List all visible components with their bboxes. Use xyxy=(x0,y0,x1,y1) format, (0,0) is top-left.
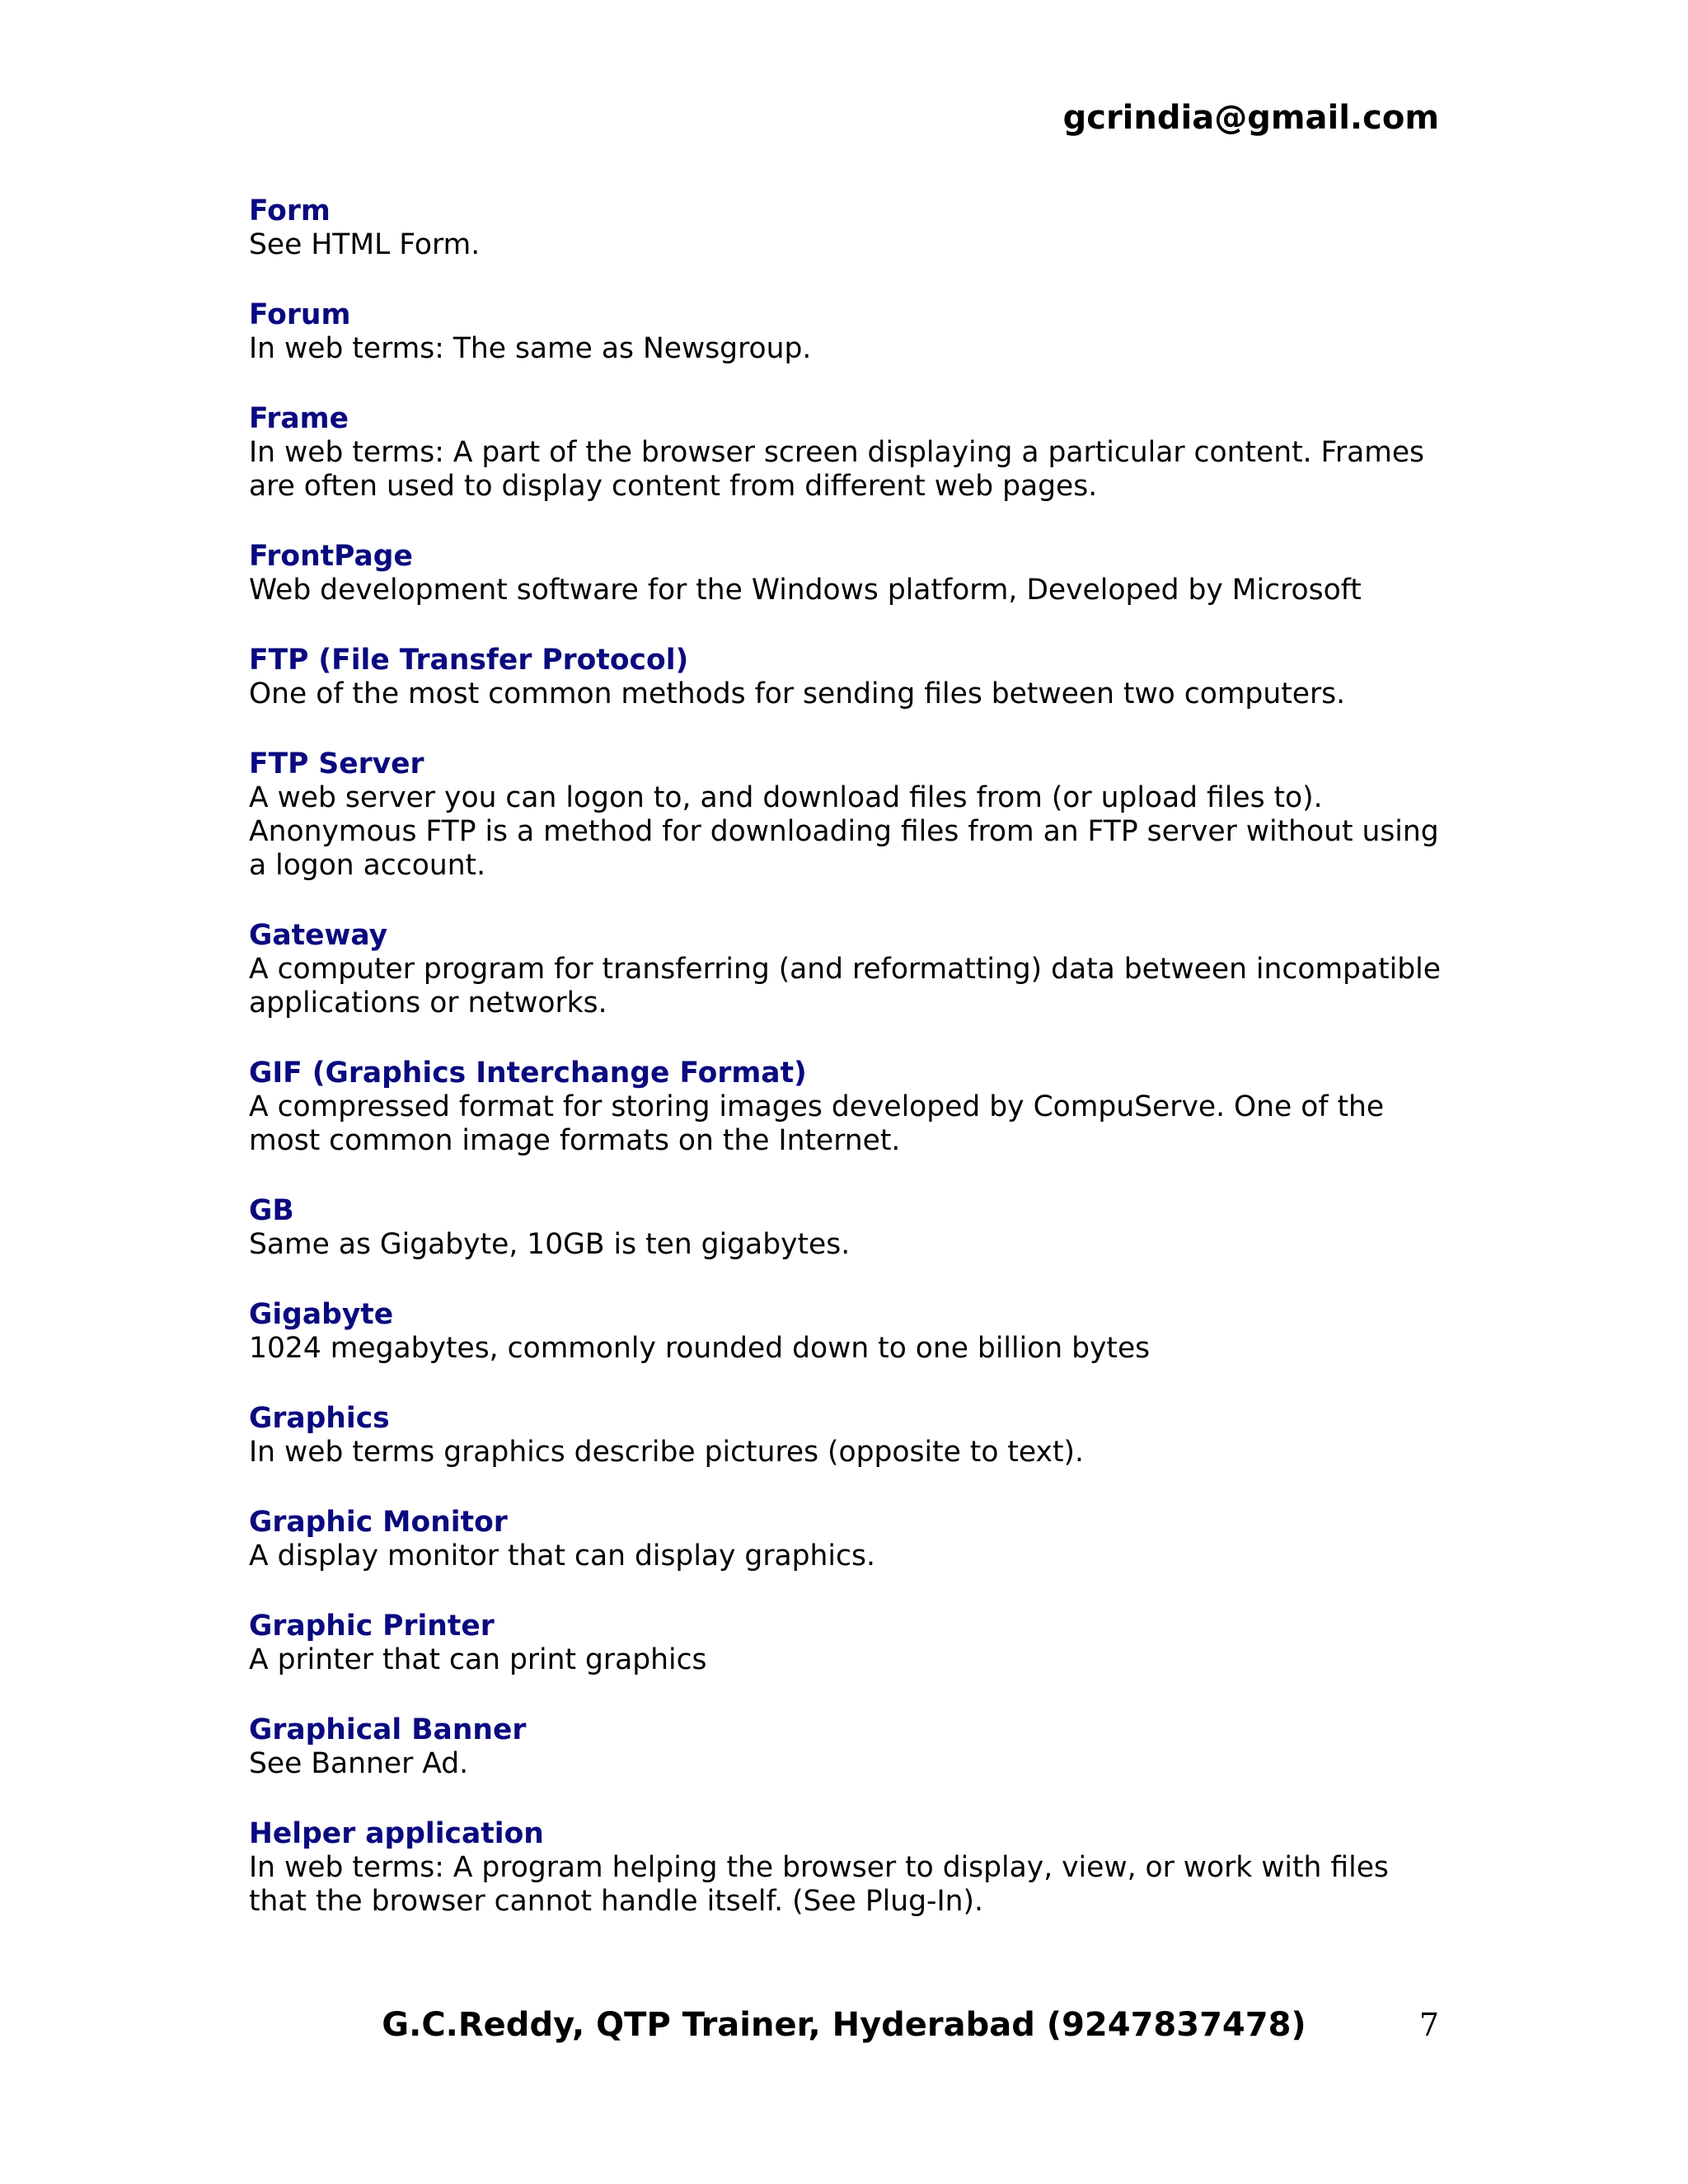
glossary-definition: See Banner Ad. xyxy=(249,1747,469,1780)
glossary-entry xyxy=(249,919,1441,1020)
glossary-definition: A printer that can print graphics xyxy=(249,1643,707,1676)
glossary-term: GIF (Graphics Interchange Format) xyxy=(249,1057,807,1090)
glossary-entry xyxy=(249,1610,1441,1677)
glossary-definition: In web terms graphics describe pictures (opposite to text). xyxy=(249,1436,1084,1469)
glossary-definition: One of the most common methods for sending files between two computers. xyxy=(249,677,1346,710)
glossary-term: Form xyxy=(249,194,331,227)
glossary-term: Graphics xyxy=(249,1402,390,1435)
glossary-definition: 1024 megabytes, commonly rounded down to one billion bytes xyxy=(249,1332,1151,1365)
glossary-term: Helper application xyxy=(249,1817,544,1850)
glossary-term: Gateway xyxy=(249,919,388,952)
glossary-term: Frame xyxy=(249,402,349,435)
glossary-term: FTP (File Transfer Protocol) xyxy=(249,644,689,677)
glossary-entry xyxy=(249,194,1441,262)
glossary-entry xyxy=(249,540,1441,607)
glossary-term: FTP Server xyxy=(249,748,424,780)
glossary-definition: In web terms: A program helping the browser to display, view, or work with files that the browser cannot handle itself. (See Plug-In). xyxy=(249,1851,1389,1918)
glossary-entry xyxy=(249,748,1441,883)
glossary-entry xyxy=(249,644,1441,711)
glossary-list xyxy=(249,194,1441,1955)
glossary-entry xyxy=(249,402,1441,504)
glossary-term: Gigabyte xyxy=(249,1298,394,1331)
glossary-entry xyxy=(249,298,1441,366)
glossary-definition: A display monitor that can display graphics. xyxy=(249,1540,875,1572)
glossary-term: Graphic Printer xyxy=(249,1610,495,1643)
footer-trainer-credit: G.C.Reddy, QTP Trainer, Hyderabad (9247837478) xyxy=(382,2006,1306,2044)
glossary-entry xyxy=(249,1402,1441,1469)
glossary-definition: In web terms: A part of the browser screen displaying a particular content. Frames are often used to display content from different web pages. xyxy=(249,436,1425,503)
glossary-definition: A web server you can logon to, and download files from (or upload files to). Anonymous FTP is a method for downloading files from an FTP server without using a logon account. xyxy=(249,781,1439,882)
glossary-entry xyxy=(249,1506,1441,1573)
glossary-term: GB xyxy=(249,1194,294,1227)
glossary-definition: A compressed format for storing images developed by CompuServe. One of the most common image formats on the Internet. xyxy=(249,1090,1385,1157)
glossary-definition: Same as Gigabyte, 10GB is ten gigabytes. xyxy=(249,1228,851,1261)
page-number: 7 xyxy=(1418,2007,1439,2043)
glossary-entry xyxy=(249,1057,1441,1158)
header-email: gcrindia@gmail.com xyxy=(1062,99,1439,137)
glossary-definition: A computer program for transferring (and reformatting) data between incompatible applications or networks. xyxy=(249,953,1441,1019)
glossary-term: FrontPage xyxy=(249,540,413,573)
glossary-entry xyxy=(249,1817,1441,1919)
glossary-term: Forum xyxy=(249,298,351,331)
glossary-definition: In web terms: The same as Newsgroup. xyxy=(249,332,812,365)
glossary-entry xyxy=(249,1713,1441,1781)
glossary-entry xyxy=(249,1194,1441,1262)
glossary-definition: Web development software for the Windows platform, Developed by Microsoft xyxy=(249,574,1362,607)
glossary-term: Graphic Monitor xyxy=(249,1506,508,1539)
glossary-term: Graphical Banner xyxy=(249,1713,527,1746)
glossary-definition: See HTML Form. xyxy=(249,228,481,261)
glossary-entry xyxy=(249,1298,1441,1366)
